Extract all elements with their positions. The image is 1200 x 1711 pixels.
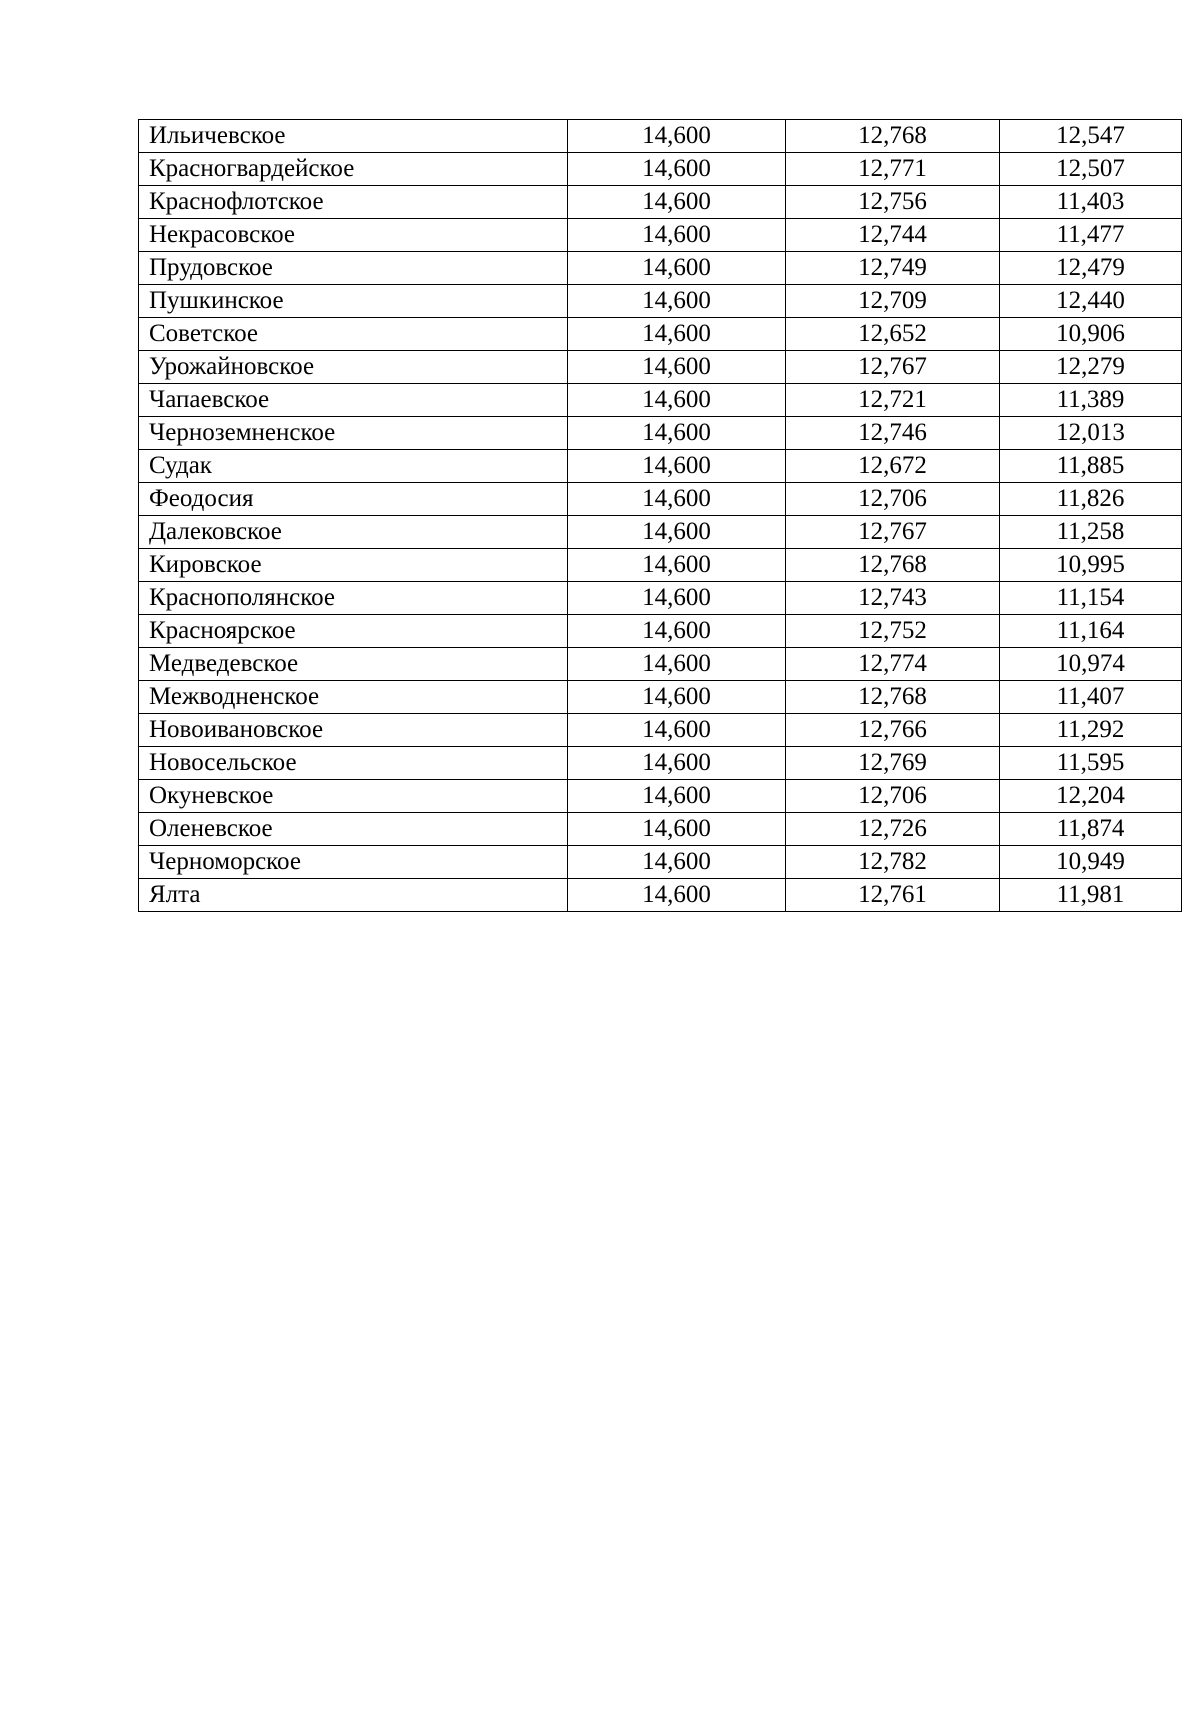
value-cell-3: 11,164 — [1000, 615, 1182, 648]
row-name-cell: Прудовское — [139, 252, 568, 285]
table-row — [139, 186, 1182, 219]
table-row — [139, 384, 1182, 417]
value-cell-3: 12,479 — [1000, 252, 1182, 285]
value-cell-1: 14,600 — [568, 582, 786, 615]
row-name-cell: Далековское — [139, 516, 568, 549]
value-cell-2: 12,782 — [786, 846, 1000, 879]
row-name-cell: Ялта — [139, 879, 568, 912]
row-name-cell: Кировское — [139, 549, 568, 582]
value-cell-1: 14,600 — [568, 153, 786, 186]
value-cell-3: 11,885 — [1000, 450, 1182, 483]
value-cell-1: 14,600 — [568, 285, 786, 318]
value-cell-3: 11,407 — [1000, 681, 1182, 714]
value-cell-2: 12,766 — [786, 714, 1000, 747]
value-cell-1: 14,600 — [568, 186, 786, 219]
value-cell-2: 12,721 — [786, 384, 1000, 417]
row-name-cell: Красногвардейское — [139, 153, 568, 186]
value-cell-2: 12,771 — [786, 153, 1000, 186]
row-name-cell: Новосельское — [139, 747, 568, 780]
value-cell-2: 12,672 — [786, 450, 1000, 483]
value-cell-1: 14,600 — [568, 747, 786, 780]
value-cell-1: 14,600 — [568, 879, 786, 912]
value-cell-1: 14,600 — [568, 714, 786, 747]
data-table — [138, 119, 1182, 912]
value-cell-2: 12,768 — [786, 120, 1000, 153]
table-row — [139, 648, 1182, 681]
table-row — [139, 153, 1182, 186]
value-cell-3: 12,279 — [1000, 351, 1182, 384]
table-row — [139, 252, 1182, 285]
table-row — [139, 450, 1182, 483]
table-row — [139, 516, 1182, 549]
value-cell-1: 14,600 — [568, 384, 786, 417]
value-cell-2: 12,768 — [786, 549, 1000, 582]
row-name-cell: Чапаевское — [139, 384, 568, 417]
table-row — [139, 714, 1182, 747]
value-cell-2: 12,652 — [786, 318, 1000, 351]
value-cell-1: 14,600 — [568, 252, 786, 285]
value-cell-2: 12,709 — [786, 285, 1000, 318]
table-row — [139, 417, 1182, 450]
value-cell-1: 14,600 — [568, 780, 786, 813]
table-row — [139, 846, 1182, 879]
row-name-cell: Феодосия — [139, 483, 568, 516]
value-cell-3: 11,258 — [1000, 516, 1182, 549]
table-row — [139, 747, 1182, 780]
value-cell-3: 11,826 — [1000, 483, 1182, 516]
value-cell-2: 12,746 — [786, 417, 1000, 450]
row-name-cell: Новоивановское — [139, 714, 568, 747]
value-cell-2: 12,756 — [786, 186, 1000, 219]
row-name-cell: Некрасовское — [139, 219, 568, 252]
row-name-cell: Оленевское — [139, 813, 568, 846]
table-row — [139, 582, 1182, 615]
value-cell-2: 12,743 — [786, 582, 1000, 615]
value-cell-1: 14,600 — [568, 417, 786, 450]
row-name-cell: Окуневское — [139, 780, 568, 813]
row-name-cell: Судак — [139, 450, 568, 483]
value-cell-3: 12,547 — [1000, 120, 1182, 153]
value-cell-1: 14,600 — [568, 120, 786, 153]
value-cell-1: 14,600 — [568, 813, 786, 846]
value-cell-2: 12,749 — [786, 252, 1000, 285]
value-cell-2: 12,706 — [786, 780, 1000, 813]
value-cell-1: 14,600 — [568, 648, 786, 681]
row-name-cell: Черноземненское — [139, 417, 568, 450]
row-name-cell: Советское — [139, 318, 568, 351]
value-cell-2: 12,769 — [786, 747, 1000, 780]
table-row — [139, 351, 1182, 384]
table-row — [139, 219, 1182, 252]
table-row — [139, 483, 1182, 516]
value-cell-3: 11,403 — [1000, 186, 1182, 219]
value-cell-2: 12,767 — [786, 516, 1000, 549]
row-name-cell: Пушкинское — [139, 285, 568, 318]
value-cell-3: 11,874 — [1000, 813, 1182, 846]
row-name-cell: Межводненское — [139, 681, 568, 714]
row-name-cell: Черноморское — [139, 846, 568, 879]
value-cell-3: 11,981 — [1000, 879, 1182, 912]
value-cell-1: 14,600 — [568, 681, 786, 714]
value-cell-2: 12,768 — [786, 681, 1000, 714]
value-cell-3: 11,154 — [1000, 582, 1182, 615]
row-name-cell: Красноярское — [139, 615, 568, 648]
value-cell-2: 12,761 — [786, 879, 1000, 912]
value-cell-2: 12,752 — [786, 615, 1000, 648]
table-row — [139, 681, 1182, 714]
table-row — [139, 318, 1182, 351]
value-cell-3: 11,389 — [1000, 384, 1182, 417]
value-cell-3: 12,507 — [1000, 153, 1182, 186]
value-cell-2: 12,744 — [786, 219, 1000, 252]
row-name-cell: Урожайновское — [139, 351, 568, 384]
value-cell-3: 11,595 — [1000, 747, 1182, 780]
value-cell-1: 14,600 — [568, 450, 786, 483]
value-cell-2: 12,706 — [786, 483, 1000, 516]
table-row — [139, 879, 1182, 912]
value-cell-1: 14,600 — [568, 846, 786, 879]
table-row — [139, 780, 1182, 813]
value-cell-3: 10,949 — [1000, 846, 1182, 879]
row-name-cell: Медведевское — [139, 648, 568, 681]
row-name-cell: Ильичевское — [139, 120, 568, 153]
table-row — [139, 813, 1182, 846]
value-cell-3: 10,974 — [1000, 648, 1182, 681]
value-cell-3: 12,204 — [1000, 780, 1182, 813]
value-cell-2: 12,774 — [786, 648, 1000, 681]
value-cell-1: 14,600 — [568, 549, 786, 582]
table-row — [139, 549, 1182, 582]
row-name-cell: Краснофлотское — [139, 186, 568, 219]
value-cell-2: 12,726 — [786, 813, 1000, 846]
value-cell-3: 12,013 — [1000, 417, 1182, 450]
value-cell-1: 14,600 — [568, 219, 786, 252]
value-cell-1: 14,600 — [568, 318, 786, 351]
value-cell-3: 10,995 — [1000, 549, 1182, 582]
table-body — [139, 120, 1182, 912]
table-row — [139, 285, 1182, 318]
value-cell-3: 12,440 — [1000, 285, 1182, 318]
value-cell-1: 14,600 — [568, 516, 786, 549]
row-name-cell: Краснополянское — [139, 582, 568, 615]
value-cell-3: 11,477 — [1000, 219, 1182, 252]
table-row — [139, 615, 1182, 648]
value-cell-3: 10,906 — [1000, 318, 1182, 351]
value-cell-1: 14,600 — [568, 351, 786, 384]
value-cell-2: 12,767 — [786, 351, 1000, 384]
value-cell-1: 14,600 — [568, 483, 786, 516]
table-row — [139, 120, 1182, 153]
value-cell-3: 11,292 — [1000, 714, 1182, 747]
value-cell-1: 14,600 — [568, 615, 786, 648]
